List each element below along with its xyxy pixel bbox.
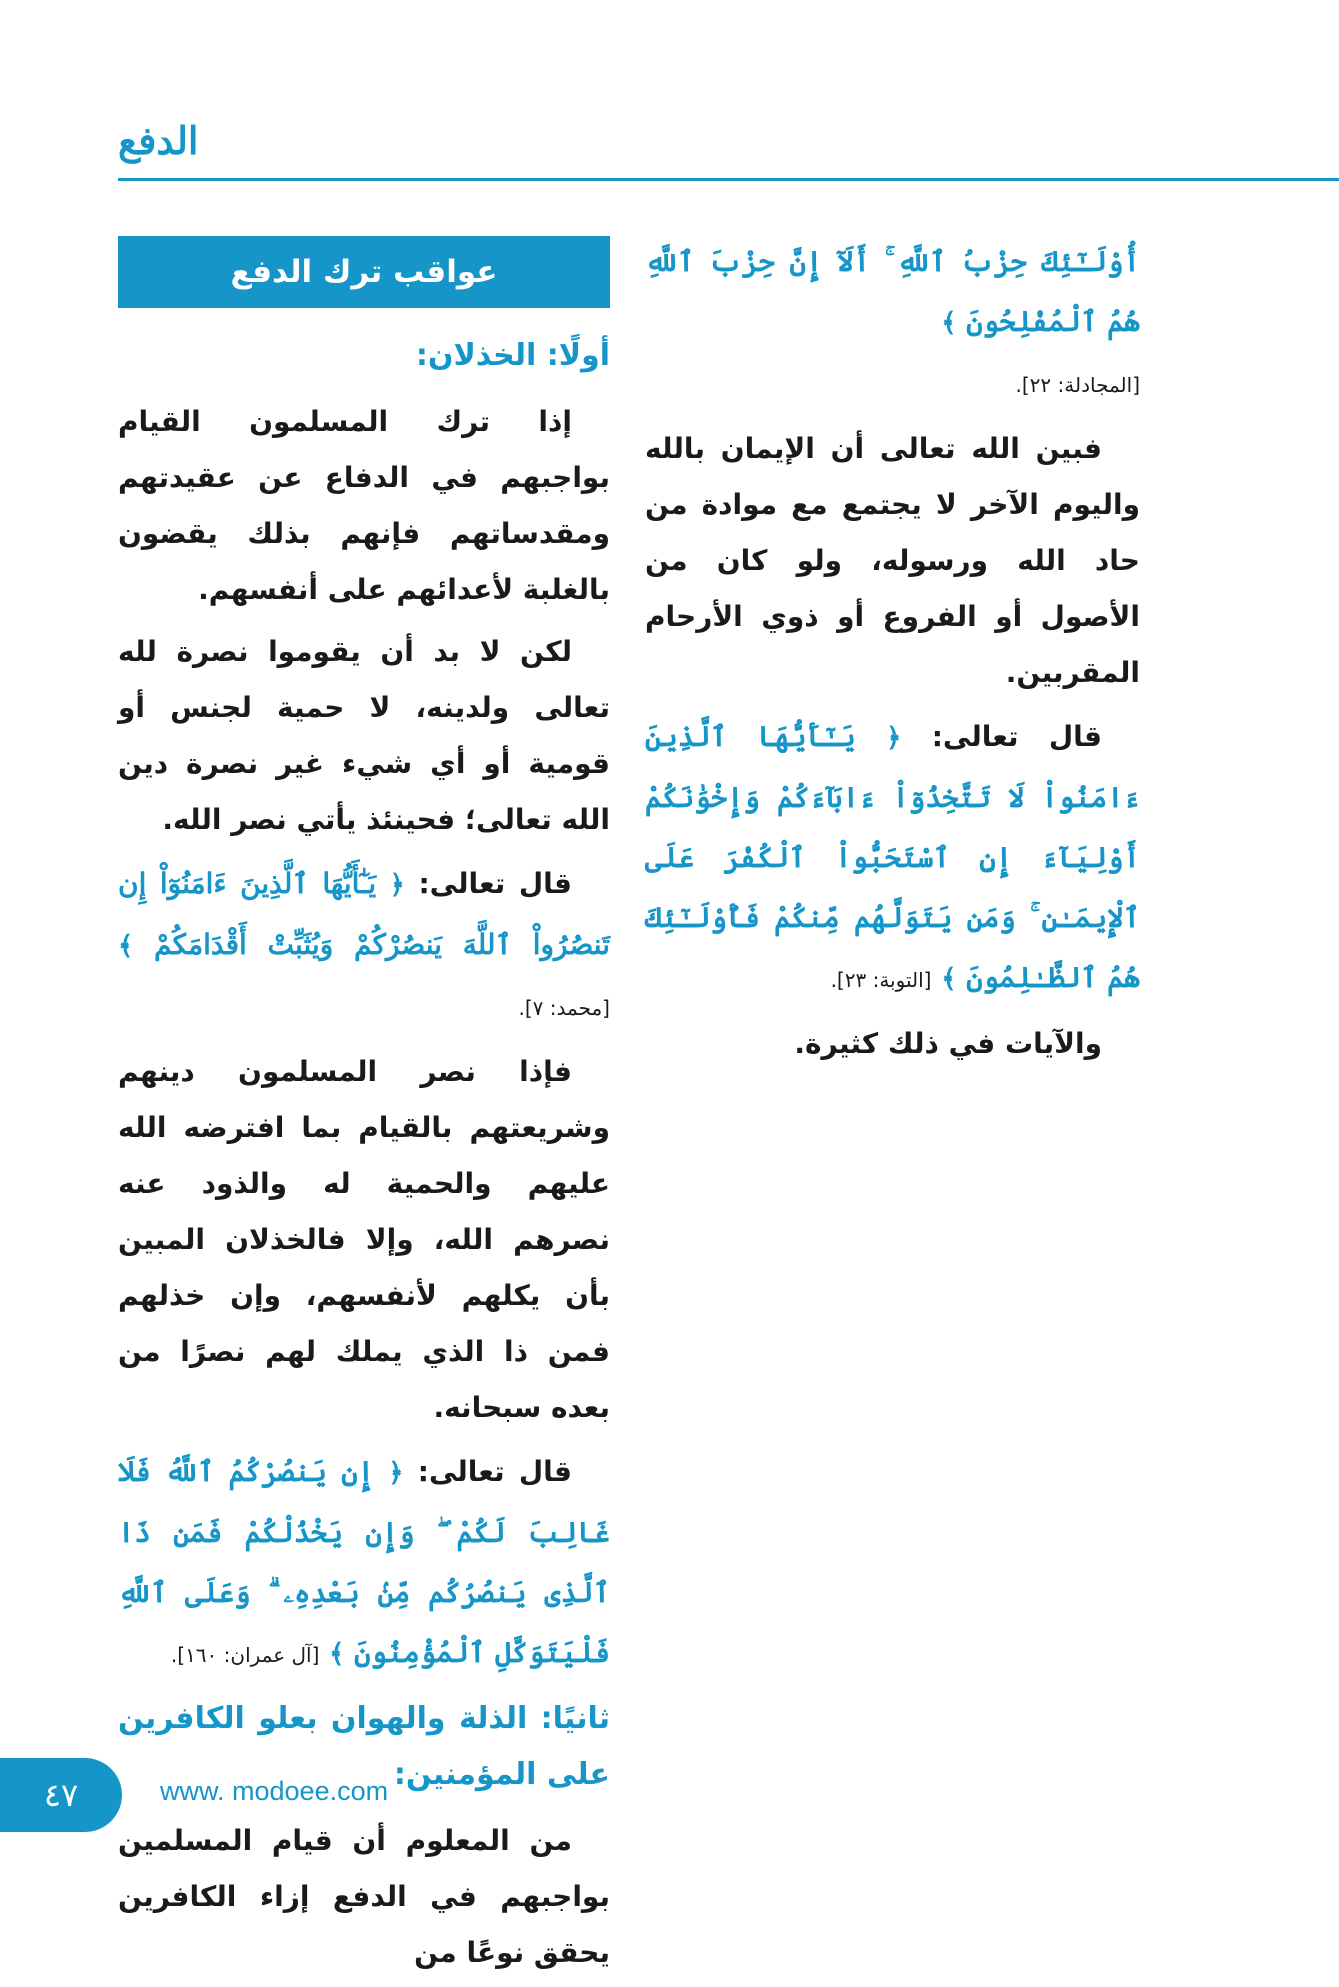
quote-intro: قال تعالى: <box>418 867 572 900</box>
section-title: عواقب ترك الدفع <box>118 236 610 308</box>
running-header-title: الدفع <box>118 118 199 163</box>
footer-url: www. modoee.com <box>160 1776 389 1806</box>
paragraph: لكن لا بد أن يقوموا نصرة لله تعالى ولدينه، لا حمية لجنس أو قومية أو أي شيء غير نصرة دين الله تعالى؛ فحينئذ يأتي نصر الله. <box>118 635 610 836</box>
paragraph: والآيات في ذلك كثيرة. <box>794 1027 1102 1060</box>
quote-intro: قال تعالى: <box>931 720 1103 753</box>
verse-open-bracket: ﴿ <box>388 1458 404 1488</box>
quran-quote <box>645 232 1140 415</box>
verse-text: يَـٰٓأَيُّهَا ٱلَّذِينَ ءَامَنُواْ لَا تَتَّخِذُوٓاْ ءَابَآءَكُمْ وَإِخْوَٰنَكُمْ أَوْلِيَآءَ إِنِ ٱسْتَحَبُّواْ ٱلْكُفْرَ عَلَى ٱلْإِيمَـٰنِ ۚ وَمَن يَتَوَلَّهُم مِّنكُمْ فَأُوْلَـٰٓئِكَ هُمُ ٱلظَّـٰلِمُونَ <box>645 720 1140 994</box>
quran-quote <box>118 1442 610 1685</box>
verse-text: إِن يَنصُرْكُمُ ٱللَّهُ فَلَا غَالِبَ لَكُمْ ۖ وَإِن يَخْذُلْكُمْ فَمَن ذَا ٱلَّذِى يَنصُرُكُم مِّنۢ بَعْدِهِۦ ۗ وَعَلَى ٱللَّهِ فَلْيَتَوَكَّلِ ٱلْمُؤْمِنُونَ <box>118 1455 610 1669</box>
right-column <box>118 236 610 1987</box>
verse-close-bracket: ﴾ <box>329 1639 345 1669</box>
left-column <box>645 232 1140 1078</box>
verse-reference: [محمد: ٧]. <box>518 996 610 1020</box>
quran-quote <box>645 707 1140 1010</box>
verse-open-bracket: ﴿ <box>886 723 902 753</box>
paragraph: من المعلوم أن قيام المسلمين بواجبهم في الدفع إزاء الكافرين يحقق نوعًا من <box>118 1824 610 1969</box>
verse-text: يَـٰٓأَيُّهَا ٱلَّذِينَ ءَامَنُوٓاْ إِن تَنصُرُواْ ٱللَّهَ يَنصُرْكُمْ وَيُثَبِّتْ أَقْدَامَكُمْ <box>118 867 610 961</box>
header-divider <box>118 178 1339 181</box>
verse-reference: [المجادلة: ٢٢]. <box>1015 373 1140 397</box>
paragraph: فبين الله تعالى أن الإيمان بالله واليوم الآخر لا يجتمع مع موادة من حاد الله ورسوله، ولو كان من الأصول أو الفروع أو ذوي الأرحام المقربين. <box>645 432 1140 689</box>
verse-close-bracket: ﴾ <box>941 308 957 338</box>
verse-text: أُوْلَـٰٓئِكَ حِزْبُ ٱللَّهِ ۚ أَلَآ إِنَّ حِزْبَ ٱللَّهِ هُمُ ٱلْمُفْلِحُونَ <box>645 245 1140 338</box>
verse-reference: [التوبة: ٢٣]. <box>830 968 932 992</box>
quote-intro: قال تعالى: <box>417 1455 573 1488</box>
verse-open-bracket: ﴿ <box>389 870 405 900</box>
quran-quote <box>118 854 610 1038</box>
page-number: ٤٧ <box>0 1758 122 1832</box>
subheading-second: ثانيًا: الذلة والهوان بعلو الكافرين على المؤمنين: <box>118 1701 610 1792</box>
paragraph: إذا ترك المسلمون القيام بواجبهم في الدفاع عن عقيدتهم ومقدساتهم فإنهم بذلك يقضون بالغلبة لأعدائهم على أنفسهم. <box>118 405 610 606</box>
verse-close-bracket: ﴾ <box>118 931 134 961</box>
paragraph: فإذا نصر المسلمون دينهم وشريعتهم بالقيام بما افترضه الله عليهم والحمية له والذود عنه نصرهم الله، وإلا فالخذلان المبين بأن يكلهم لأنفسهم، وإن خذلهم فمن ذا الذي يملك لهم نصرًا من بعده سبحانه. <box>118 1055 610 1424</box>
subheading-first: أولًا: الخذلان: <box>415 338 610 373</box>
verse-close-bracket: ﴾ <box>941 964 957 994</box>
verse-reference: [آل عمران: ١٦٠]. <box>170 1643 320 1667</box>
